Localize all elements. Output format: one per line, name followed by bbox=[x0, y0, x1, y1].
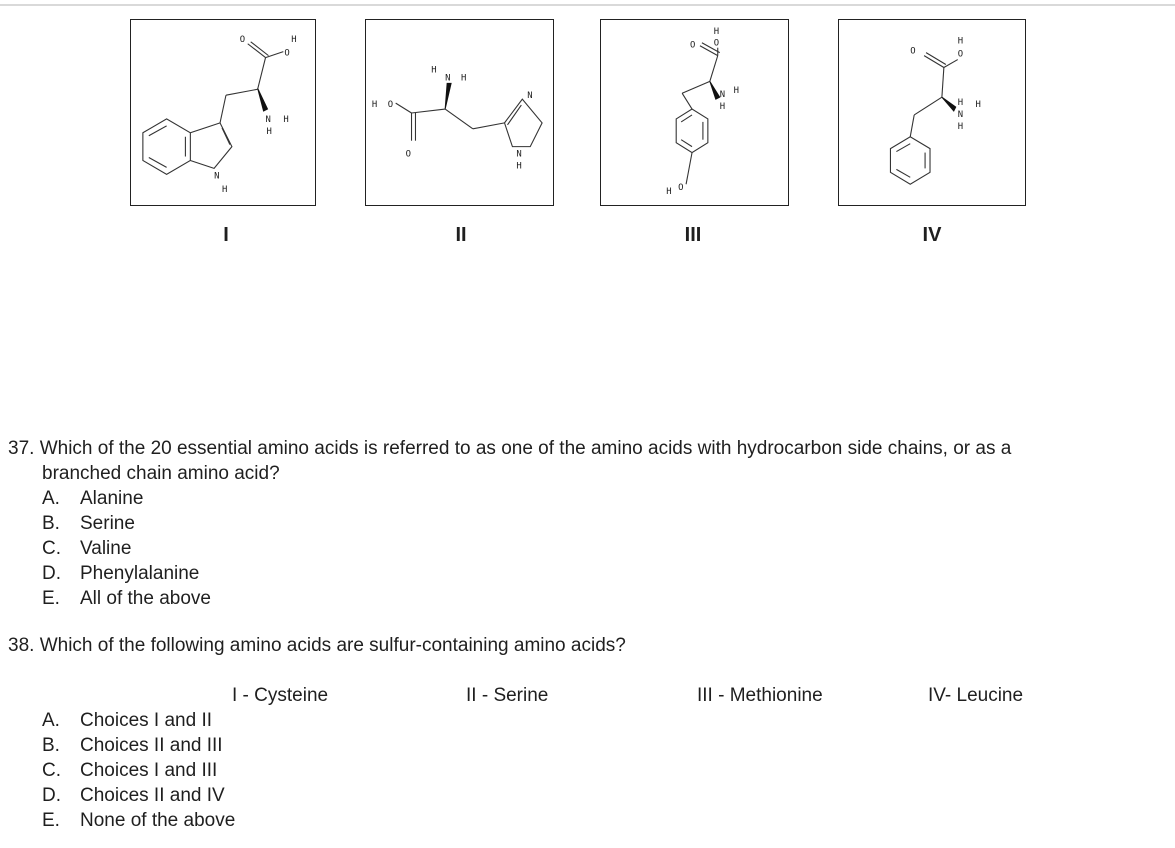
q37-option-b[interactable] bbox=[42, 511, 135, 536]
q38-choice-4: IV- Leucine bbox=[928, 685, 1024, 706]
atom-label: O bbox=[387, 100, 394, 111]
atom-label: H bbox=[516, 161, 522, 172]
q37-option-a[interactable] bbox=[42, 486, 143, 511]
atom-label: O bbox=[239, 34, 246, 45]
atom-label: N bbox=[516, 149, 522, 160]
atom-label: H bbox=[666, 187, 672, 198]
structure-box-2 bbox=[365, 19, 554, 206]
option-letter: B. bbox=[42, 735, 60, 756]
atom-label: N bbox=[957, 109, 964, 120]
structure-box-4 bbox=[838, 19, 1026, 206]
q38-option-d[interactable] bbox=[42, 783, 225, 808]
q37-option-e[interactable] bbox=[42, 586, 211, 611]
q38-option-c[interactable] bbox=[42, 758, 217, 783]
q38-choice-3: III - Methionine bbox=[697, 685, 823, 706]
atom-label: H bbox=[431, 65, 437, 76]
option-letter: C. bbox=[42, 538, 61, 559]
tyrosine-structure-diagram bbox=[601, 20, 788, 205]
atom-label: H bbox=[371, 100, 378, 111]
atom-label: H bbox=[957, 121, 964, 132]
option-letter: D. bbox=[42, 563, 61, 584]
atom-label: H bbox=[222, 185, 228, 196]
atom-label: O bbox=[678, 183, 684, 194]
option-letter: A. bbox=[42, 710, 60, 731]
atom-label: N bbox=[719, 90, 726, 101]
atom-label: O bbox=[690, 40, 696, 51]
atom-label: N bbox=[265, 114, 271, 125]
atom-label: H bbox=[291, 34, 297, 45]
q38-option-a[interactable] bbox=[42, 708, 212, 733]
atom-label: N bbox=[445, 73, 451, 84]
atom-label: H bbox=[460, 73, 467, 84]
top-divider bbox=[0, 4, 1175, 6]
option-letter: E. bbox=[42, 588, 60, 609]
atom-label: H bbox=[975, 100, 981, 111]
atom-label: N bbox=[527, 91, 533, 102]
atom-label: O bbox=[284, 48, 290, 59]
atom-label: H bbox=[957, 36, 964, 47]
atom-label: O bbox=[957, 49, 964, 60]
option-text: None of the above bbox=[80, 810, 236, 831]
q38-option-e[interactable] bbox=[42, 808, 235, 833]
option-text: Alanine bbox=[80, 488, 144, 509]
q37-option-c[interactable] bbox=[42, 536, 131, 561]
phenylalanine-structure-diagram bbox=[839, 20, 1025, 205]
option-text: Choices I and II bbox=[80, 710, 213, 731]
question-37-line2: branched chain amino acid? bbox=[42, 463, 280, 484]
atom-label: O bbox=[713, 38, 720, 49]
structure-box-3 bbox=[600, 19, 789, 206]
q37-option-d[interactable] bbox=[42, 561, 199, 586]
structure-numeral-4: IV bbox=[922, 224, 942, 246]
question-38: 38. Which of the following amino acids are sulfur-containing amino acids? bbox=[8, 635, 626, 656]
atom-label: H bbox=[283, 114, 289, 125]
option-text: Valine bbox=[80, 538, 132, 559]
atom-label: N bbox=[214, 171, 220, 182]
atom-label: H bbox=[733, 86, 739, 97]
option-letter: D. bbox=[42, 785, 61, 806]
atom-label: O bbox=[405, 149, 411, 160]
q38-choice-2: II - Serine bbox=[466, 685, 549, 706]
q38-choice-1: I - Cysteine bbox=[232, 685, 329, 706]
option-letter: A. bbox=[42, 488, 60, 509]
atom-label: H bbox=[957, 98, 964, 109]
question-37-line1: 37. Which of the 20 essential amino acids is referred to as one of the amino acids with hydrocarbon side chains, or as a bbox=[8, 438, 1012, 459]
tryptophan-structure-diagram bbox=[131, 20, 315, 205]
atom-label: H bbox=[719, 102, 726, 113]
q38-option-b[interactable] bbox=[42, 733, 223, 758]
structure-box-1 bbox=[130, 19, 316, 206]
option-letter: E. bbox=[42, 810, 60, 831]
option-text: Serine bbox=[80, 513, 135, 534]
option-letter: B. bbox=[42, 513, 60, 534]
atom-label: H bbox=[713, 26, 720, 37]
option-text: Choices II and IV bbox=[80, 785, 225, 806]
option-text: Choices I and III bbox=[80, 760, 218, 781]
option-text: Phenylalanine bbox=[80, 563, 200, 584]
structure-numeral-1: I bbox=[223, 224, 229, 246]
atom-label: H bbox=[266, 126, 272, 137]
structure-numeral-3: III bbox=[684, 224, 702, 246]
structure-numeral-2: II bbox=[455, 224, 467, 246]
option-text: Choices II and III bbox=[80, 735, 223, 756]
option-letter: C. bbox=[42, 760, 61, 781]
option-text: All of the above bbox=[80, 588, 211, 609]
atom-label: O bbox=[910, 46, 916, 57]
histidine-structure-diagram bbox=[366, 20, 553, 205]
